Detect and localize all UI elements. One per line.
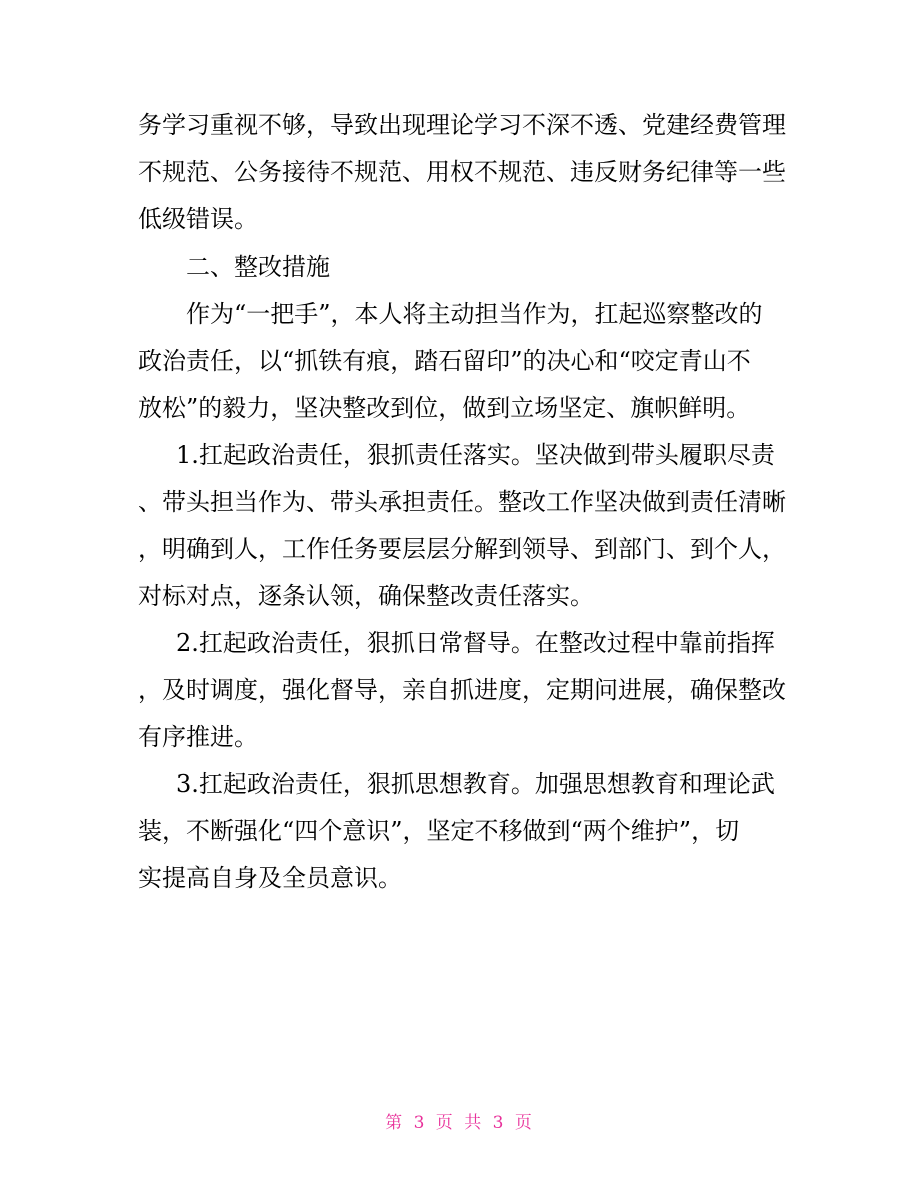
- text-line-7: 放松”的毅力，坚决整改到位，做到立场坚定、旗帜鲜明。: [138, 394, 751, 422]
- text-line-14: 有序推进。: [138, 723, 258, 751]
- text-line-10: ，明确到人，工作任务要层层分解到领导、到部门、到个人，: [138, 535, 786, 563]
- text-line-17: 实提高自身及全员意识。: [138, 864, 402, 892]
- text-line-16: 装，不断强化“四个意识”，坚定不移做到“两个维护”，切: [138, 817, 740, 845]
- text-line-15: 3.扛起政治责任，狠抓思想教育。加强思想教育和理论武: [176, 770, 775, 798]
- text-line-8: 1.扛起政治责任，狠抓责任落实。坚决做到带头履职尽责: [176, 441, 775, 469]
- text-line-2: 不规范、公务接待不规范、用权不规范、违反财务纪律等一些: [138, 158, 786, 186]
- text-line-1: 务学习重视不够，导致出现理论学习不深不透、党建经费管理: [138, 111, 786, 139]
- section-heading: 二、整改措施: [186, 253, 330, 281]
- text-line-3: 低级错误。: [138, 205, 258, 233]
- text-line-5: 作为“一把手”，本人将主动担当作为，扛起巡察整改的: [186, 300, 763, 328]
- text-line-12: 2.扛起政治责任，狠抓日常督导。在整改过程中靠前指挥: [176, 629, 775, 657]
- text-line-9: 、带头担当作为、带头承担责任。整改工作坚决做到责任清晰: [138, 488, 786, 516]
- text-line-11: 对标对点，逐条认领，确保整改责任落实。: [138, 582, 594, 610]
- text-line-13: ，及时调度，强化督导，亲自抓进度，定期问进展，确保整改: [138, 676, 786, 704]
- text-line-6: 政治责任，以“抓铁有痕，踏石留印”的决心和“咬定青山不: [138, 347, 751, 375]
- page-number-footer: 第 3 页 共 3 页: [385, 1113, 535, 1133]
